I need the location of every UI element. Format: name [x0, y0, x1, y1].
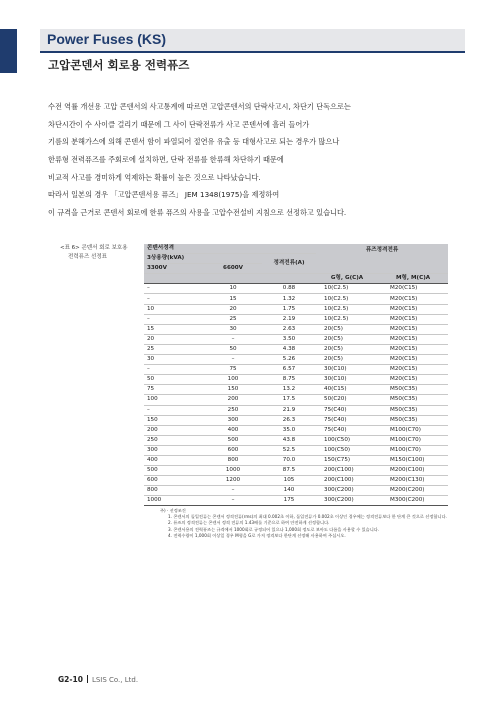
- cell-rated-current: 26.3: [262, 415, 316, 425]
- table-row: [144, 375, 448, 385]
- cell-rated-current: 21.9: [262, 405, 316, 415]
- cell-6600v: 150: [204, 385, 262, 395]
- cell-g-type: 75(C40): [316, 405, 378, 415]
- cell-6600v: 100: [204, 375, 262, 385]
- cell-g-type: 75(C40): [316, 415, 378, 425]
- cell-rated-current: 6.57: [262, 365, 316, 375]
- table-row: [144, 365, 448, 375]
- caption-line: 전력퓨즈 선정표: [68, 254, 107, 260]
- intro-line: 수전 역률 개선용 고압 콘덴서의 사고통계에 따르면 고압콘덴서의 단락사고시, 차단기 단독으로는: [48, 102, 351, 111]
- fuse-current-group-header: 퓨즈정격전류: [316, 244, 448, 274]
- cell-m-type: M20(C15): [378, 365, 448, 375]
- intro-paragraph: [48, 98, 448, 222]
- cell-m-type: M20(C15): [378, 304, 448, 314]
- intro-line: 한류형 전력퓨즈를 주회로에 설치하면, 단락 전류를 한류해 차단하기 때문에: [48, 155, 284, 165]
- cell-6600v: 20: [204, 304, 262, 314]
- cell-3300v: –: [144, 405, 204, 415]
- note-item: 2. 퓨즈의 정격전류는 콘덴서 정격 전류의 1.43배를 기준으로 하여 안전하게 선정합니다.: [168, 520, 330, 526]
- table-row: [144, 284, 448, 294]
- cell-g-type: 30(C10): [316, 365, 378, 375]
- table-row: [144, 445, 448, 455]
- cell-g-type: 200(C100): [316, 466, 378, 476]
- cell-m-type: M50(C35): [378, 395, 448, 405]
- notes-heading: 주) · 선정조건: [160, 508, 186, 513]
- title-bar: [40, 29, 465, 53]
- cell-g-type: 10(C2.5): [316, 304, 378, 314]
- cell-rated-current: 87.5: [262, 466, 316, 476]
- col-g-type-header: G형, G(C)A: [316, 274, 378, 284]
- cell-m-type: M50(C35): [378, 405, 448, 415]
- footer-divider: [87, 675, 88, 683]
- cell-6600v: –: [204, 486, 262, 496]
- cell-rated-current: 140: [262, 486, 316, 496]
- cell-rated-current: 17.5: [262, 395, 316, 405]
- cell-g-type: 150(C75): [316, 455, 378, 465]
- cell-3300v: 30: [144, 355, 204, 365]
- intro-line: 따라서 일본의 경우 「고압콘덴서용 퓨즈」 JEM 1348(1975)을 제정하여: [48, 190, 280, 200]
- cell-rated-current: 35.0: [262, 425, 316, 435]
- intro-line: 이 규격을 근거로 콘덴서 회로에 한류 퓨즈의 사용을 고압수전설비 지침으로 선정하고 있습니다.: [48, 208, 347, 218]
- cell-m-type: M20(C15): [378, 314, 448, 324]
- cell-6600v: 25: [204, 314, 262, 324]
- cell-3300v: 150: [144, 415, 204, 425]
- company-name: LSIS Co., Ltd.: [91, 676, 139, 684]
- col-3300v-header: 3300V: [144, 264, 204, 274]
- cell-g-type: 10(C2.5): [316, 294, 378, 304]
- table-row: [144, 405, 448, 415]
- table-row: [144, 314, 448, 324]
- page-title: Power Fuses (KS): [47, 31, 167, 47]
- note-item: 1. 콘덴서의 돌입전류는 콘덴서 정격전류(rms)의 최대 0.002초 이하, 돌입전류가 0.002초 이상인 경우에는 정격전류보다 한 단계 큰 것으로 선정합니다.: [168, 514, 447, 520]
- cell-6600v: –: [204, 496, 262, 506]
- cell-g-type: 300(C200): [316, 486, 378, 496]
- cell-6600v: 300: [204, 415, 262, 425]
- cell-rated-current: 8.75: [262, 375, 316, 385]
- cell-rated-current: 43.8: [262, 435, 316, 445]
- cell-6600v: 500: [204, 435, 262, 445]
- cell-g-type: 75(C40): [316, 425, 378, 435]
- cell-rated-current: 175: [262, 496, 316, 506]
- cell-6600v: 75: [204, 365, 262, 375]
- cell-rated-current: 3.50: [262, 334, 316, 344]
- table-row: [144, 425, 448, 435]
- table-row: [144, 304, 448, 314]
- cell-3300v: 10: [144, 304, 204, 314]
- cell-m-type: M100(C70): [378, 425, 448, 435]
- cell-6600v: 50: [204, 344, 262, 354]
- cell-g-type: 20(C5): [316, 344, 378, 354]
- cell-g-type: 300(C200): [316, 496, 378, 506]
- intro-line: 비교적 사고를 경미하게 억제하는 확률이 높은 것으로 나타났습니다.: [48, 172, 261, 182]
- note-item: 4. 전력수량이 1,000회 이상일 경우 M형을 G로 가져 정격보다 한단계 선정해 사용하여 주십시오.: [168, 532, 346, 538]
- cell-3300v: 250: [144, 435, 204, 445]
- cell-6600v: 1000: [204, 466, 262, 476]
- cell-g-type: 40(C15): [316, 385, 378, 395]
- cell-rated-current: 52.5: [262, 445, 316, 455]
- cell-m-type: M100(C70): [378, 445, 448, 455]
- cell-6600v: 600: [204, 445, 262, 455]
- cell-g-type: 30(C10): [316, 375, 378, 385]
- cell-g-type: 20(C5): [316, 334, 378, 344]
- cell-rated-current: 70.0: [262, 455, 316, 465]
- cell-rated-current: 2.63: [262, 324, 316, 334]
- cell-3300v: 100: [144, 395, 204, 405]
- cell-6600v: 250: [204, 405, 262, 415]
- table-row: [144, 344, 448, 354]
- table-caption: [60, 244, 140, 262]
- cell-m-type: M20(C15): [378, 324, 448, 334]
- cell-g-type: 100(C50): [316, 445, 378, 455]
- table-row: [144, 334, 448, 344]
- cell-rated-current: 13.2: [262, 385, 316, 395]
- cell-m-type: M20(C15): [378, 344, 448, 354]
- page-subtitle: 고압콘덴서 회로용 전력퓨즈: [48, 58, 190, 72]
- cell-g-type: 10(C2.5): [316, 314, 378, 324]
- table-row: [144, 466, 448, 476]
- cell-rated-current: 0.88: [262, 284, 316, 294]
- cell-rated-current: 4.38: [262, 344, 316, 354]
- cell-3300v: 25: [144, 344, 204, 354]
- table-row: [144, 385, 448, 395]
- cell-6600v: –: [204, 334, 262, 344]
- cell-m-type: M300(C200): [378, 496, 448, 506]
- cell-m-type: M50(C35): [378, 385, 448, 395]
- cell-m-type: M50(C35): [378, 415, 448, 425]
- cell-3300v: 15: [144, 324, 204, 334]
- cell-3300v: 20: [144, 334, 204, 344]
- intro-line: 기름의 분해가스에 의해 콘덴서 함이 파열되어 절연유 유출 등 대형사고로 되는 경우가 많으나: [48, 137, 340, 147]
- table-row: [144, 355, 448, 365]
- cell-g-type: 200(C100): [316, 476, 378, 486]
- table-row: [144, 415, 448, 425]
- col-m-type-header: M형, M(C)A: [378, 274, 448, 284]
- table-row: [144, 476, 448, 486]
- page-number: G2-10: [58, 675, 83, 684]
- table-row: [144, 294, 448, 304]
- page-footer: [58, 675, 138, 684]
- cell-3300v: 75: [144, 385, 204, 395]
- cell-m-type: M200(C130): [378, 476, 448, 486]
- cell-3300v: 400: [144, 455, 204, 465]
- cell-m-type: M20(C15): [378, 334, 448, 344]
- cell-g-type: 20(C5): [316, 355, 378, 365]
- cell-3300v: –: [144, 314, 204, 324]
- table-notes: [160, 508, 460, 539]
- table-row: [144, 496, 448, 506]
- cell-m-type: M20(C15): [378, 294, 448, 304]
- cell-6600v: 400: [204, 425, 262, 435]
- cell-rated-current: 1.75: [262, 304, 316, 314]
- cell-6600v: 15: [204, 294, 262, 304]
- cell-3300v: –: [144, 294, 204, 304]
- cell-3300v: 300: [144, 445, 204, 455]
- table-row: [144, 486, 448, 496]
- capacitor-rating-group-header: 콘덴서정격: [144, 244, 316, 254]
- note-item: 3. 콘덴서용의 전력퓨즈는 규격에서 1000회로 규정되어 있으나 1,000회 정도로 보아도 다름을 사용할 수 있습니다.: [168, 526, 380, 532]
- cell-rated-current: 5.26: [262, 355, 316, 365]
- cell-m-type: M100(C70): [378, 435, 448, 445]
- cell-3300v: –: [144, 284, 204, 294]
- intro-line: 차단시간이 수 사이클 걸리기 때문에 그 사이 단락전류가 사고 콘덴서에 흘러 들어가: [48, 119, 310, 129]
- table-row: [144, 455, 448, 465]
- cell-3300v: 200: [144, 425, 204, 435]
- cell-6600v: 1200: [204, 476, 262, 486]
- cell-m-type: M20(C15): [378, 355, 448, 365]
- cell-rated-current: 1.32: [262, 294, 316, 304]
- cell-3300v: 800: [144, 486, 204, 496]
- cell-rated-current: 105: [262, 476, 316, 486]
- table-body: [144, 284, 448, 506]
- cell-3300v: 600: [144, 476, 204, 486]
- cell-6600v: –: [204, 355, 262, 365]
- table-row: [144, 395, 448, 405]
- col-6600v-header: 6600V: [204, 264, 262, 274]
- cell-m-type: M20(C15): [378, 375, 448, 385]
- cell-m-type: M200(C200): [378, 486, 448, 496]
- cell-6600v: 10: [204, 284, 262, 294]
- rated-current-header: 정격전류(A): [262, 254, 316, 274]
- capacity-header: 3상용량(kVA): [144, 254, 262, 264]
- cell-m-type: M20(C15): [378, 284, 448, 294]
- caption-line: <표 6> 콘덴서 회로 보호용: [60, 245, 128, 251]
- cell-m-type: M150(C100): [378, 455, 448, 465]
- cell-3300v: 1000: [144, 496, 204, 506]
- cell-g-type: 20(C5): [316, 324, 378, 334]
- cell-3300v: 500: [144, 466, 204, 476]
- cell-6600v: 200: [204, 395, 262, 405]
- cell-6600v: 800: [204, 455, 262, 465]
- fuse-selection-table: [144, 244, 448, 506]
- cell-g-type: 50(C20): [316, 395, 378, 405]
- cell-g-type: 10(C2.5): [316, 284, 378, 294]
- table-row: [144, 435, 448, 445]
- cell-g-type: 100(C50): [316, 435, 378, 445]
- cell-6600v: 30: [204, 324, 262, 334]
- cell-3300v: 50: [144, 375, 204, 385]
- cell-m-type: M200(C100): [378, 466, 448, 476]
- cell-rated-current: 2.19: [262, 314, 316, 324]
- table-row: [144, 324, 448, 334]
- cell-3300v: –: [144, 365, 204, 375]
- header-spacer: [144, 274, 316, 284]
- section-tab-marker: [0, 29, 17, 73]
